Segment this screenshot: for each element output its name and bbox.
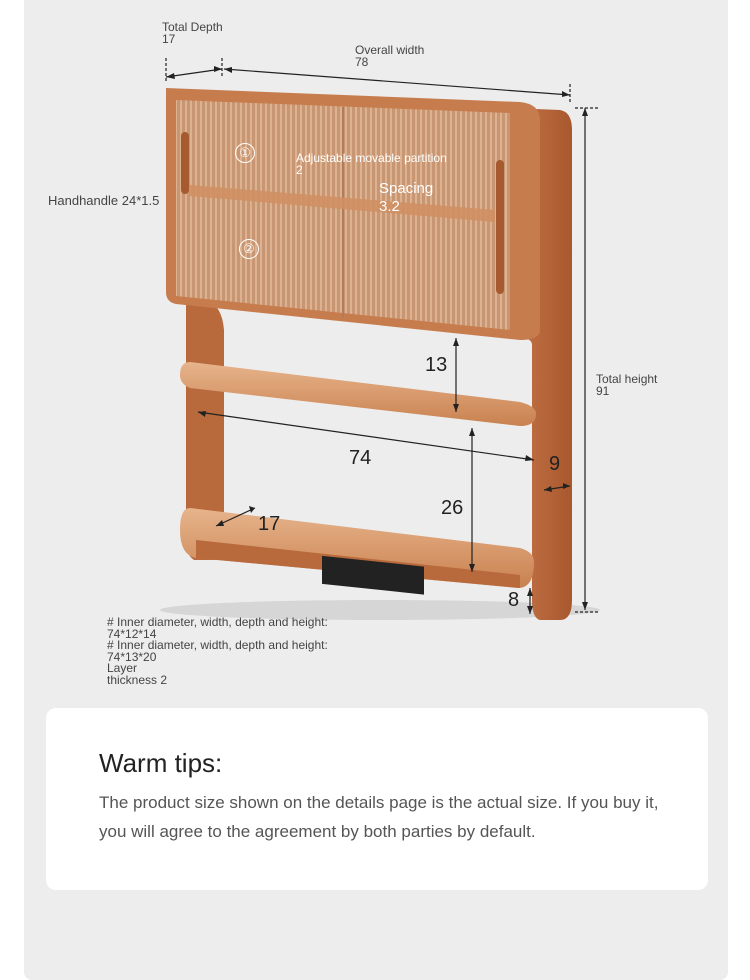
total-depth-label: Total Depth 17 [162, 20, 223, 46]
left-handle [181, 132, 189, 194]
handle-label: Handhandle 24*1.5 [48, 193, 160, 208]
inner-width-value: 74 [349, 447, 372, 469]
partition-label: Adjustable movable partition 2 [296, 151, 447, 177]
compartment-1-marker: ① [235, 143, 255, 163]
shelf-depth-value: 17 [258, 513, 281, 535]
right-handle [496, 160, 504, 294]
note-1-label: # Inner diameter, width, depth and height: [107, 615, 328, 629]
upper-gap-value: 13 [425, 354, 448, 376]
overall-width-line [224, 69, 570, 95]
lower-gap-value: 26 [441, 497, 464, 519]
note-2-value: 74*13*20 [107, 649, 157, 664]
note-2-label: # Inner diameter, width, depth and height: [107, 638, 328, 652]
warm-tips-card [46, 708, 708, 890]
side-thickness-value: 9 [549, 453, 561, 475]
spacing-label: Spacing 3.2 [379, 180, 434, 215]
compartment-2-marker: ② [239, 239, 259, 259]
note-3-value: thickness 2 [107, 672, 168, 687]
middle-shelf [180, 362, 536, 426]
size-notes [107, 617, 328, 686]
overall-width-label: Overall width 78 [355, 43, 425, 69]
warm-tips-body: The product size shown on the details page is the actual size. If you buy it, you will agree to the agreement by both parties by default. [99, 793, 659, 841]
note-3-label: Layer [107, 661, 138, 675]
warm-tips-title: Warm tips: [99, 748, 223, 778]
bottom-value: 8 [508, 589, 520, 611]
total-height-label: Total height 91 [596, 372, 658, 398]
note-1-value: 74*12*14 [107, 626, 157, 641]
